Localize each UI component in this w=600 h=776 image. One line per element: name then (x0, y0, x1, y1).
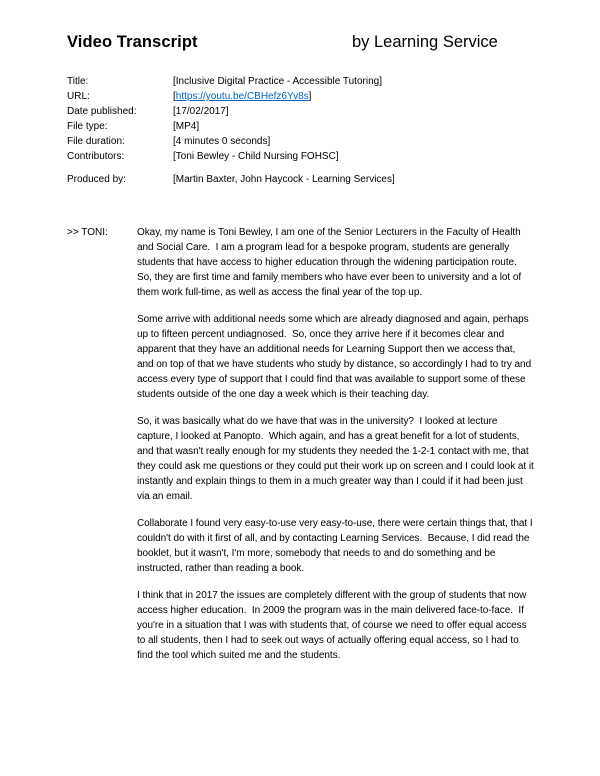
transcript-paragraph: Okay, my name is Toni Bewley, I am one of the Senior Lecturers in the Faculty of Health and Social Care. I am a program lead for a bespoke program, students are generally students that have access to higher education through the widening participation route. So, they are first time and family members who have ever been to university and a lot of them work full-time, as well as access the final year of the top up. (137, 227, 524, 298)
metadata-row-file-duration (67, 134, 540, 149)
speaker-label: >> TONI: (67, 227, 108, 238)
metadata-value: [Inclusive Digital Practice - Accessible Tutoring] (173, 76, 382, 87)
transcript-paragraph: Collaborate I found very easy-to-use very easy-to-use, there were certain things that, that I couldn't do with it first of all, and by contacting Learning Services. Because, I did read the booklet, but it wasn't, I'm more, somebody that needs to and do something and be instructed, rather than reading a book. (137, 518, 536, 574)
metadata-value: [4 minutes 0 seconds] (173, 136, 271, 147)
metadata-value: [MP4] (173, 121, 200, 132)
transcript-paragraph: So, it was basically what do we have that was in the university? I looked at lecture capture, I looked at Panopto. Which again, and has a great benefit for a lot of students, and that wasn't really enough for my students they needed the 1-2-1 contact with me, that they could ask me questions or they could put their work up on screen and I could look at it instantly and explain things to them in a much greater way than I could if it had been just via an email. (137, 416, 537, 502)
metadata-value: [17/02/2017] (173, 106, 229, 117)
metadata-row-url (67, 89, 540, 104)
metadata-value: [Toni Bewley - Child Nursing FOHSC] (173, 151, 339, 162)
metadata-row-contributors (67, 149, 540, 164)
video-url-link[interactable]: https://youtu.be/CBHefz6Yv8s (175, 91, 309, 102)
metadata-label: File duration: (67, 136, 125, 147)
transcript-text-column (137, 225, 537, 675)
metadata-label: URL: (67, 91, 90, 102)
url-bracket-open: [ (173, 91, 176, 102)
metadata-block (67, 74, 540, 187)
transcript-paragraph: Some arrive with additional needs some which are already diagnosed and again, perhaps up to fifteen percent undiagnosed. So, once they arrive here if it becomes clear and apparent that they have an additional needs for Learning Support then we access that, and on top of that we have students who study by distance, so accordingly I had to try and access every type of support that I could find that was available to support some of these students outside of the one day a week which is their teaching day. (137, 314, 534, 400)
metadata-value (173, 89, 540, 104)
metadata-row-file-type (67, 119, 540, 134)
page-title: Video Transcript (67, 33, 198, 51)
metadata-row-title (67, 74, 540, 89)
metadata-value: [Martin Baxter, John Haycock - Learning Services] (173, 174, 395, 185)
metadata-label: File type: (67, 121, 108, 132)
transcript-section (67, 225, 537, 675)
metadata-label: Title: (67, 76, 89, 87)
document-header (67, 33, 533, 57)
byline: by Learning Service (352, 33, 498, 51)
url-bracket-close: ] (308, 91, 312, 102)
metadata-label: Date published: (67, 106, 137, 117)
metadata-row-date-published (67, 104, 540, 119)
metadata-label: Contributors: (67, 151, 125, 162)
metadata-row-produced-by (67, 172, 540, 187)
speaker-column (67, 225, 137, 240)
transcript-paragraph: I think that in 2017 the issues are completely different with the group of students that now access higher education. In 2009 the program was in the main delivered face-to-face. If you're in a situation that I was with students that, of course we need to offer equal access to all students, then I had to seek out ways of actually offering equal access, so I had to find the tool which suited me and the students. (137, 590, 530, 661)
metadata-label: Produced by: (67, 174, 126, 185)
